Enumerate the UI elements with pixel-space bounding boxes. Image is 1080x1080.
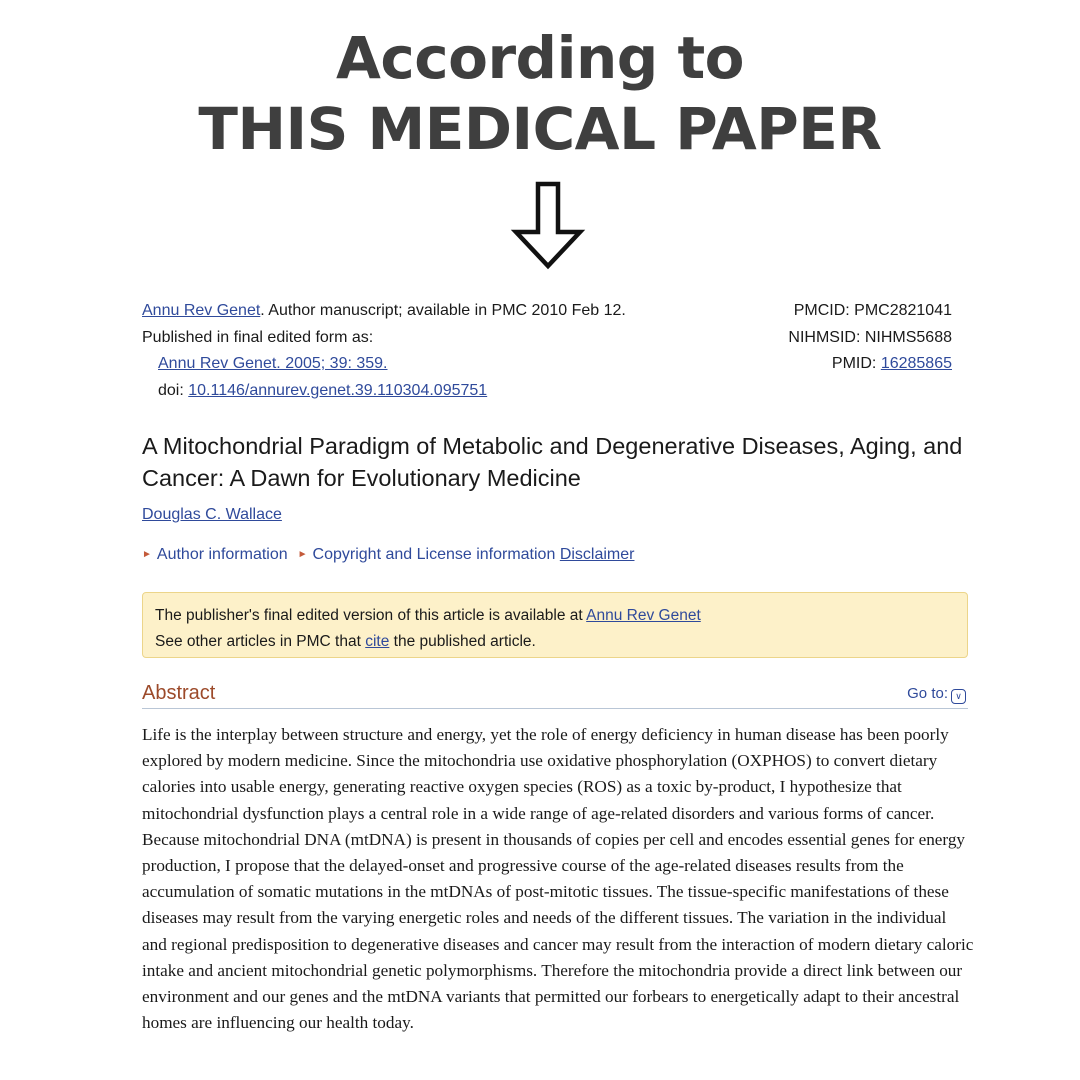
citation-line-1 [142, 298, 626, 325]
cite-link[interactable]: cite [365, 633, 390, 650]
doi-label: doi: [158, 381, 189, 399]
published-label: Published in final edited form as: [142, 328, 374, 346]
notice-text-3: the published article. [389, 633, 536, 650]
triangle-right-icon: ► [297, 549, 308, 560]
abstract-text: Life is the interplay between structure and energy, yet the role of energy deficiency in human disease has been poorly explored by modern medicine. Since the mitochondria use oxidative phosphorylation (OXPHOS) to convert dietary calories into usable energy, generating reactive oxygen species (ROS) as a toxic by-product, I hypothesize that mitochondrial dysfunction plays a central role in a wide range of age-related disorders and various forms of cancer. Because mitochondrial DNA (mtDNA) is present in thousands of copies per cell and encodes essential genes for energy production, I propose that the delayed-onset and progressive course of the age-related diseases results from the accumulation of somatic mutations in the mtDNAs of post-mitotic tissues. The tissue-specific manifestations of these diseases may result from the varying energetic roles and needs of the different tissues. The variation in the individual and regional predisposition to degenerative diseases and cancer may result from the interaction of modern dietary caloric intake and ancient mitochondrial genetic polymorphisms. Therefore the mitochondria provide a direct link between our environment and our genes and the mtDNA variants that permitted our forbears to energetically adapt to their ancestral homes are influencing our health today. [142, 725, 974, 1033]
author-row [142, 506, 282, 524]
notice-line-1 [155, 603, 955, 629]
headline-line-2: THIS MEDICAL PAPER [198, 95, 882, 163]
notice-text-1: The publisher's final edited version of this article is available at [155, 607, 587, 624]
doi-link[interactable]: 10.1146/annurev.genet.39.110304.095751 [188, 381, 488, 399]
published-ref-link[interactable]: Annu Rev Genet. 2005; 39: 359. [158, 355, 388, 372]
article-title: A Mitochondrial Paradigm of Metabolic and Degenerative Diseases, Aging, and Cancer: A Dawn for Evolutionary Medicine [142, 433, 963, 491]
info-links [142, 546, 634, 564]
disclaimer-link[interactable]: Disclaimer [559, 546, 635, 563]
pmid-row [788, 351, 952, 378]
nihmsid: NIHMSID: NIHMS5688 [788, 328, 952, 346]
pmid-label: PMID: [831, 355, 881, 372]
chevron-down-icon[interactable]: ∨ [951, 689, 966, 704]
notice-text-2: See other articles in PMC that [155, 633, 366, 650]
headline [0, 24, 1080, 166]
goto-menu[interactable] [907, 685, 966, 704]
identifier-block [788, 298, 952, 378]
headline-line-1: According to [335, 24, 745, 92]
author-information-toggle[interactable]: Author information [156, 546, 288, 563]
notice-line-2 [155, 629, 955, 655]
triangle-right-icon: ► [142, 549, 152, 560]
citation-block [142, 298, 626, 404]
goto-label[interactable]: Go to: [907, 685, 948, 702]
abstract-header [142, 682, 968, 709]
published-ref-row [142, 351, 626, 378]
doi-row [142, 378, 626, 405]
abstract-heading: Abstract [142, 682, 216, 704]
pmid-link[interactable]: 16285865 [880, 355, 952, 372]
author-link[interactable]: Douglas C. Wallace [142, 506, 282, 523]
down-arrow-outline-icon [510, 180, 586, 270]
pmcid: PMCID: PMC2821041 [793, 302, 952, 319]
availability-text: . Author manuscript; available in PMC 2010 Feb 12. [260, 302, 626, 319]
publisher-notice [142, 592, 968, 658]
journal-link[interactable]: Annu Rev Genet [142, 302, 261, 319]
copyright-toggle[interactable]: Copyright and License information [312, 546, 556, 563]
notice-journal-link[interactable]: Annu Rev Genet [586, 607, 701, 624]
